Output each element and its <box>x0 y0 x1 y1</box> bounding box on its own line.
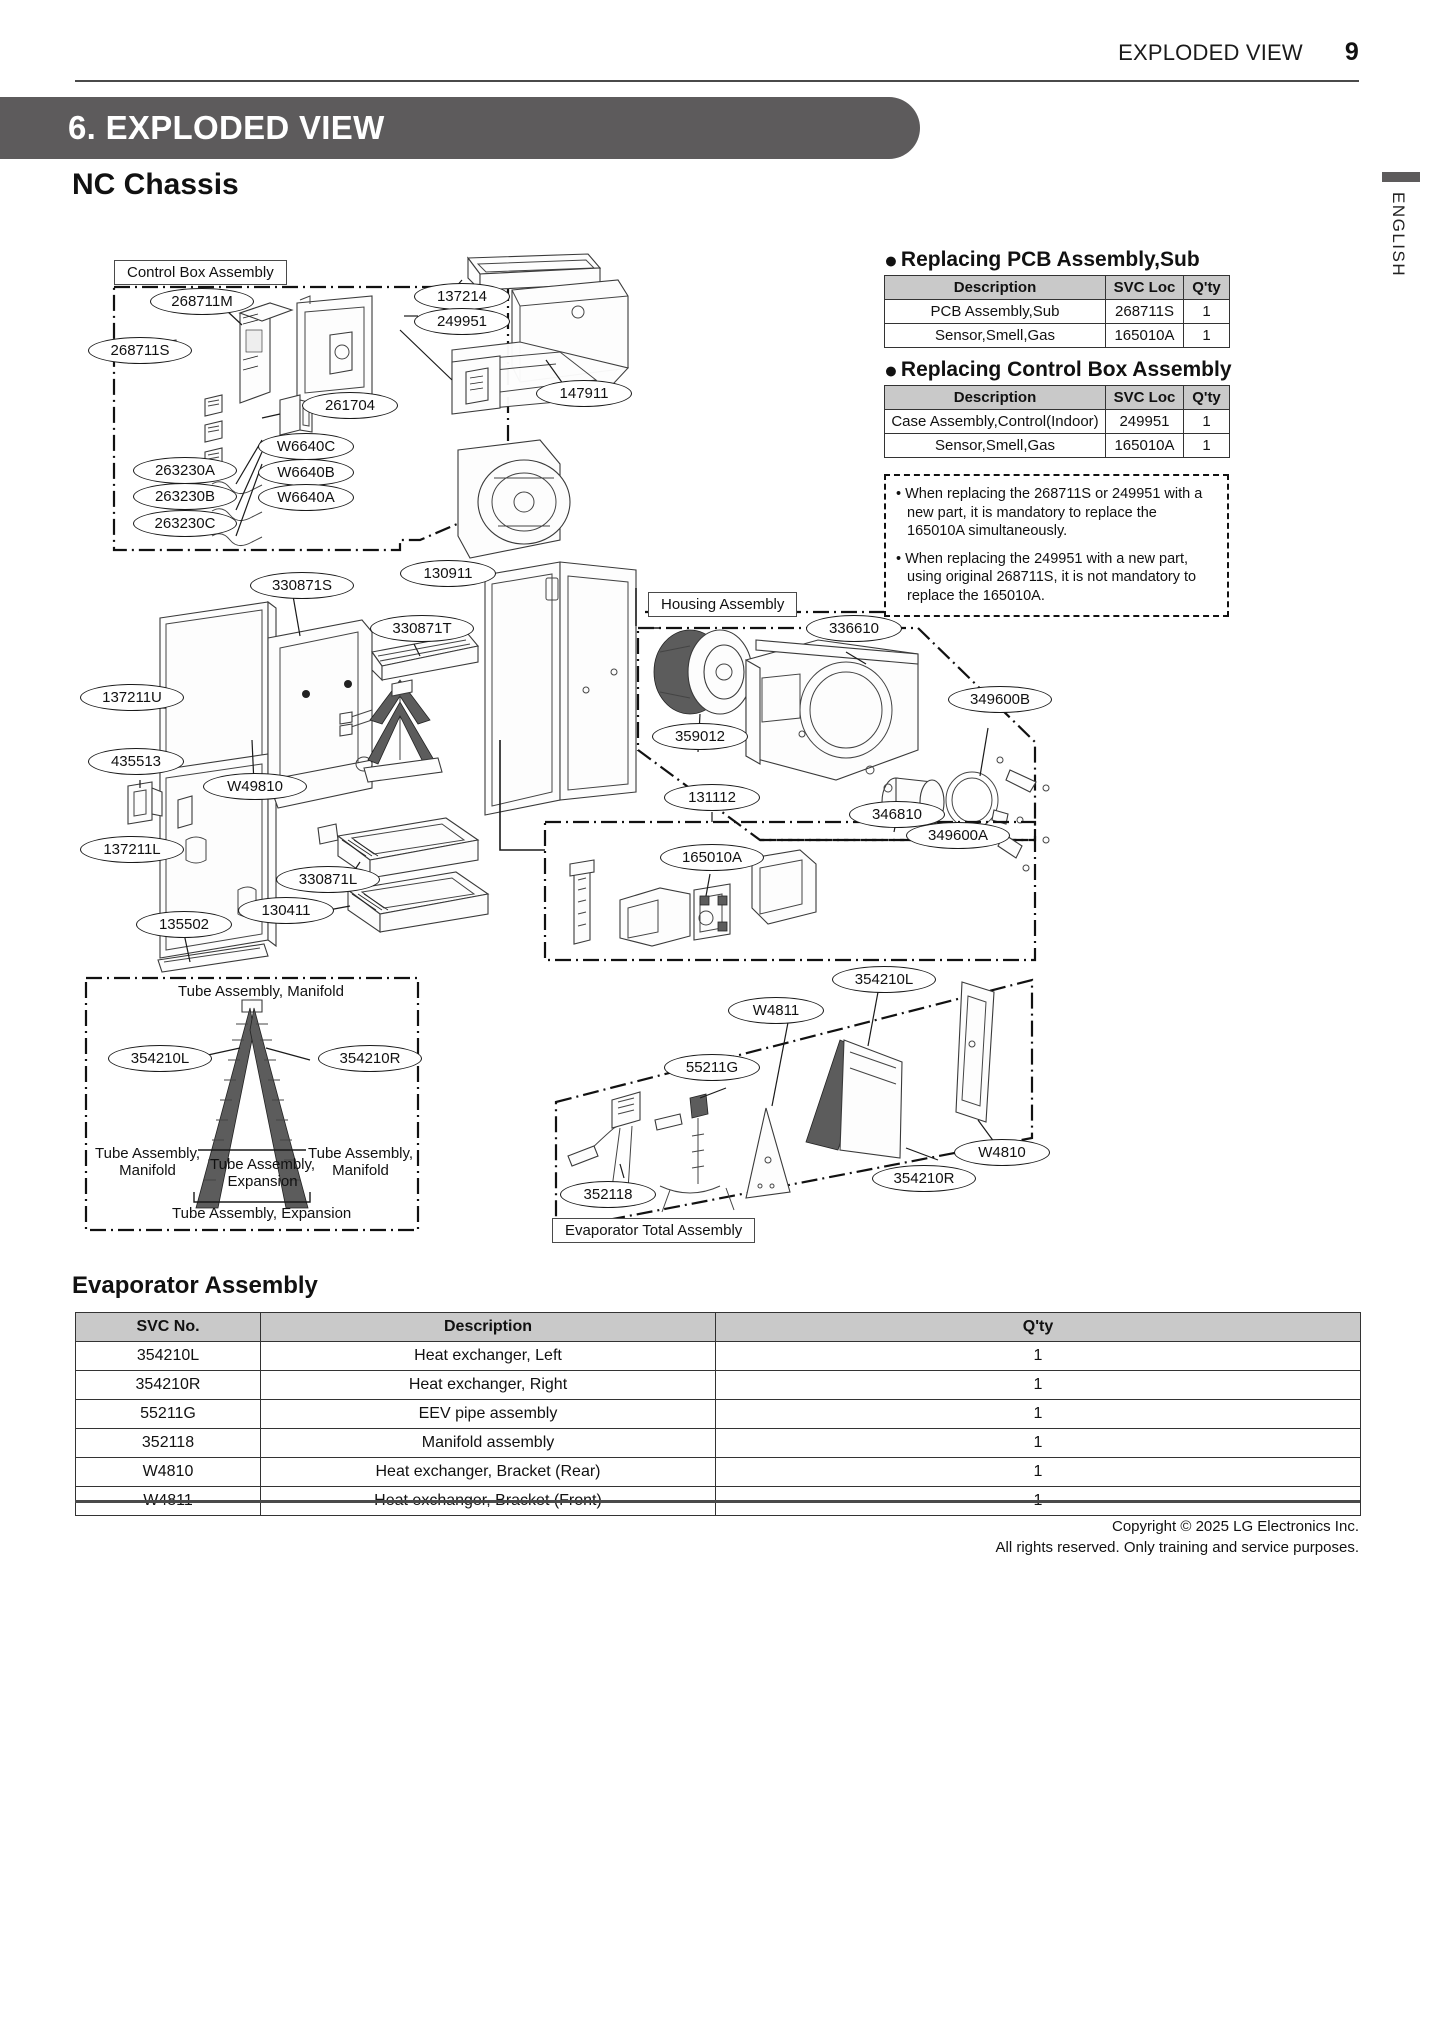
cell-description: Heat exchanger, Left <box>261 1342 716 1371</box>
cell-qty: 1 <box>1184 324 1230 348</box>
callout-349600A[interactable]: 349600A <box>906 822 1010 849</box>
col-header-qty: Q'ty <box>716 1313 1361 1342</box>
col-header-description: Description <box>261 1313 716 1342</box>
note-item: • When replacing the 268711S or 249951 with a new part, it is mandatory to replace the 165010A simultaneously. <box>896 486 1203 540</box>
table-row <box>76 1371 1361 1400</box>
table-header-row <box>885 276 1230 300</box>
cell-description: Sensor,Smell,Gas <box>885 434 1106 458</box>
callout-137211U[interactable]: 137211U <box>80 684 184 711</box>
tube-label-mid-line1: Tube Assembly, <box>210 1156 316 1173</box>
cell-description: Sensor,Smell,Gas <box>885 324 1106 348</box>
cell-qty: 1 <box>716 1371 1361 1400</box>
header-section-title: EXPLODED VIEW <box>1118 40 1303 65</box>
pcb-replacement-block <box>884 248 1230 348</box>
language-tab-label: ENGLISH <box>1389 192 1408 278</box>
cell-qty: 1 <box>716 1458 1361 1487</box>
page-header <box>0 0 1434 95</box>
cell-qty: 1 <box>1184 434 1230 458</box>
part-bracket-435513 <box>128 782 162 824</box>
section-banner <box>0 97 920 159</box>
cell-description: Manifold assembly <box>261 1429 716 1458</box>
banner-title: 6. EXPLODED VIEW <box>68 109 385 146</box>
cell-svc-loc: 165010A <box>1106 434 1184 458</box>
part-housing-336610 <box>746 640 918 780</box>
tube-label-left-line1: Tube Assembly, <box>95 1145 201 1162</box>
cell-qty: 1 <box>716 1342 1361 1371</box>
bullet-icon: ● <box>884 356 898 383</box>
copyright-line: Copyright © 2025 LG Electronics Inc. <box>1111 1518 1359 1535</box>
tube-label-right <box>308 1146 413 1180</box>
callout-268711M[interactable]: 268711M <box>150 288 254 315</box>
chassis-title: NC Chassis <box>72 168 239 201</box>
exploded-view-diagram <box>0 240 1434 1255</box>
footer <box>995 1516 1359 1559</box>
control-table-heading-row <box>884 358 1232 382</box>
col-header-qty: Q'ty <box>1184 386 1230 410</box>
callout-249951[interactable]: 249951 <box>414 308 510 335</box>
col-header-description: Description <box>885 386 1106 410</box>
pcb-table-heading-row <box>884 248 1230 272</box>
callout-135502[interactable]: 135502 <box>136 911 232 938</box>
callout-354210R-evap[interactable]: 354210R <box>872 1165 976 1192</box>
table-row <box>885 300 1230 324</box>
callout-137211L[interactable]: 137211L <box>80 836 184 863</box>
part-cabinet-130911 <box>485 562 636 815</box>
table-header-row <box>76 1313 1361 1342</box>
callout-336610[interactable]: 336610 <box>806 615 902 642</box>
col-header-description: Description <box>885 276 1106 300</box>
col-header-svc-no: SVC No. <box>76 1313 261 1342</box>
callout-330871L[interactable]: 330871L <box>276 866 380 893</box>
cell-svc-no: 352118 <box>76 1429 261 1458</box>
tube-label-left <box>95 1146 200 1180</box>
table-row <box>76 1429 1361 1458</box>
part-blower-wheel-359012 <box>654 630 752 714</box>
callout-137214[interactable]: 137214 <box>414 283 510 310</box>
callout-W6640A[interactable]: W6640A <box>258 484 354 511</box>
tube-label-top: Tube Assembly, Manifold <box>178 983 344 1000</box>
header-rule <box>75 80 1359 82</box>
tube-label-bottom: Tube Assembly, Expansion <box>172 1205 352 1222</box>
callout-W4811[interactable]: W4811 <box>728 997 824 1024</box>
header-right-group <box>1118 38 1359 67</box>
callout-354210L-tube[interactable]: 354210L <box>108 1045 212 1072</box>
callout-147911[interactable]: 147911 <box>536 380 632 407</box>
callout-W49810[interactable]: W49810 <box>203 773 307 800</box>
cell-svc-no: W4810 <box>76 1458 261 1487</box>
control-table-heading: Replacing Control Box Assembly <box>900 358 1232 381</box>
callout-359012[interactable]: 359012 <box>652 723 748 750</box>
callout-354210L-evap[interactable]: 354210L <box>832 966 936 993</box>
table-row <box>76 1458 1361 1487</box>
callout-354210R-tube[interactable]: 354210R <box>318 1045 422 1072</box>
evaporator-assembly-table <box>75 1312 1361 1516</box>
part-control-panel <box>297 296 372 407</box>
tube-label-right-line1: Tube Assembly, <box>308 1145 414 1162</box>
part-pcb-main <box>240 303 292 403</box>
control-box-replacement-block <box>884 358 1232 458</box>
col-header-qty: Q'ty <box>1184 276 1230 300</box>
cell-qty: 1 <box>1184 410 1230 434</box>
callout-131112[interactable]: 131112 <box>664 784 760 811</box>
table-row <box>76 1342 1361 1371</box>
pcb-replacement-table <box>884 275 1230 348</box>
bullet-icon: ● <box>884 246 898 273</box>
rights-line: All rights reserved. Only training and service purposes. <box>995 1539 1359 1557</box>
callout-165010A[interactable]: 165010A <box>660 844 764 871</box>
table-row <box>885 410 1230 434</box>
cell-description: Case Assembly,Control(Indoor) <box>885 410 1106 434</box>
table-row <box>885 324 1230 348</box>
pcb-table-heading: Replacing PCB Assembly,Sub <box>900 248 1200 271</box>
table-header-row <box>885 386 1230 410</box>
col-header-svc-loc: SVC Loc <box>1106 386 1184 410</box>
cell-svc-loc: 249951 <box>1106 410 1184 434</box>
callout-130911[interactable]: 130911 <box>400 560 496 587</box>
callout-263230C[interactable]: 263230C <box>133 510 237 537</box>
cell-description: Heat exchanger, Bracket (Rear) <box>261 1458 716 1487</box>
cell-qty: 1 <box>1184 300 1230 324</box>
callout-330871T[interactable]: 330871T <box>370 615 474 642</box>
callout-130411[interactable]: 130411 <box>238 897 334 924</box>
tube-label-mid <box>210 1157 315 1191</box>
cell-svc-no: 354210R <box>76 1371 261 1400</box>
tube-label-mid-line2: Expansion <box>227 1172 298 1190</box>
footer-rule <box>75 1500 1360 1503</box>
part-blower-top <box>458 440 570 558</box>
cell-qty: 1 <box>716 1400 1361 1429</box>
callout-346810[interactable]: 346810 <box>849 801 945 828</box>
callout-261704[interactable]: 261704 <box>302 392 398 419</box>
page-number: 9 <box>1344 38 1359 66</box>
table-row <box>76 1400 1361 1429</box>
group-title-evaporator-total: Evaporator Total Assembly <box>552 1218 755 1243</box>
evaporator-assembly-title: Evaporator Assembly <box>72 1272 318 1299</box>
tube-label-left-line2: Manifold <box>119 1161 176 1179</box>
cell-description: Heat exchanger, Right <box>261 1371 716 1400</box>
language-tab-bar <box>1382 172 1420 182</box>
replacement-notes <box>884 474 1229 617</box>
col-header-svc-loc: SVC Loc <box>1106 276 1184 300</box>
control-box-replacement-table <box>884 385 1230 458</box>
cell-qty: 1 <box>716 1429 1361 1458</box>
note-item: • When replacing the 249951 with a new part, using original 268711S, it is not mandatory to replace the 165010A. <box>896 550 1197 604</box>
part-pcb-sub <box>452 356 500 414</box>
callout-435513[interactable]: 435513 <box>88 748 184 775</box>
group-title-control-box: Control Box Assembly <box>114 260 287 285</box>
cell-svc-loc: 268711S <box>1106 300 1184 324</box>
cell-svc-loc: 165010A <box>1106 324 1184 348</box>
tube-assembly-boundary <box>86 978 418 1230</box>
callout-W4810[interactable]: W4810 <box>954 1139 1050 1166</box>
callout-263230A[interactable]: 263230A <box>133 457 237 484</box>
cell-description: PCB Assembly,Sub <box>885 300 1106 324</box>
callout-263230B[interactable]: 263230B <box>133 483 237 510</box>
callout-W6640B[interactable]: W6640B <box>258 459 354 486</box>
group-title-housing: Housing Assembly <box>648 592 797 617</box>
callout-55211G[interactable]: 55211G <box>664 1054 760 1081</box>
callout-352118[interactable]: 352118 <box>560 1181 656 1208</box>
callout-268711S[interactable]: 268711S <box>88 337 192 364</box>
callout-349600B[interactable]: 349600B <box>948 686 1052 713</box>
cell-svc-no: 55211G <box>76 1400 261 1429</box>
callout-W6640C[interactable]: W6640C <box>258 433 354 460</box>
cell-description: EEV pipe assembly <box>261 1400 716 1429</box>
table-row <box>885 434 1230 458</box>
tube-label-right-line2: Manifold <box>332 1161 389 1179</box>
callout-330871S[interactable]: 330871S <box>250 572 354 599</box>
cell-svc-no: 354210L <box>76 1342 261 1371</box>
